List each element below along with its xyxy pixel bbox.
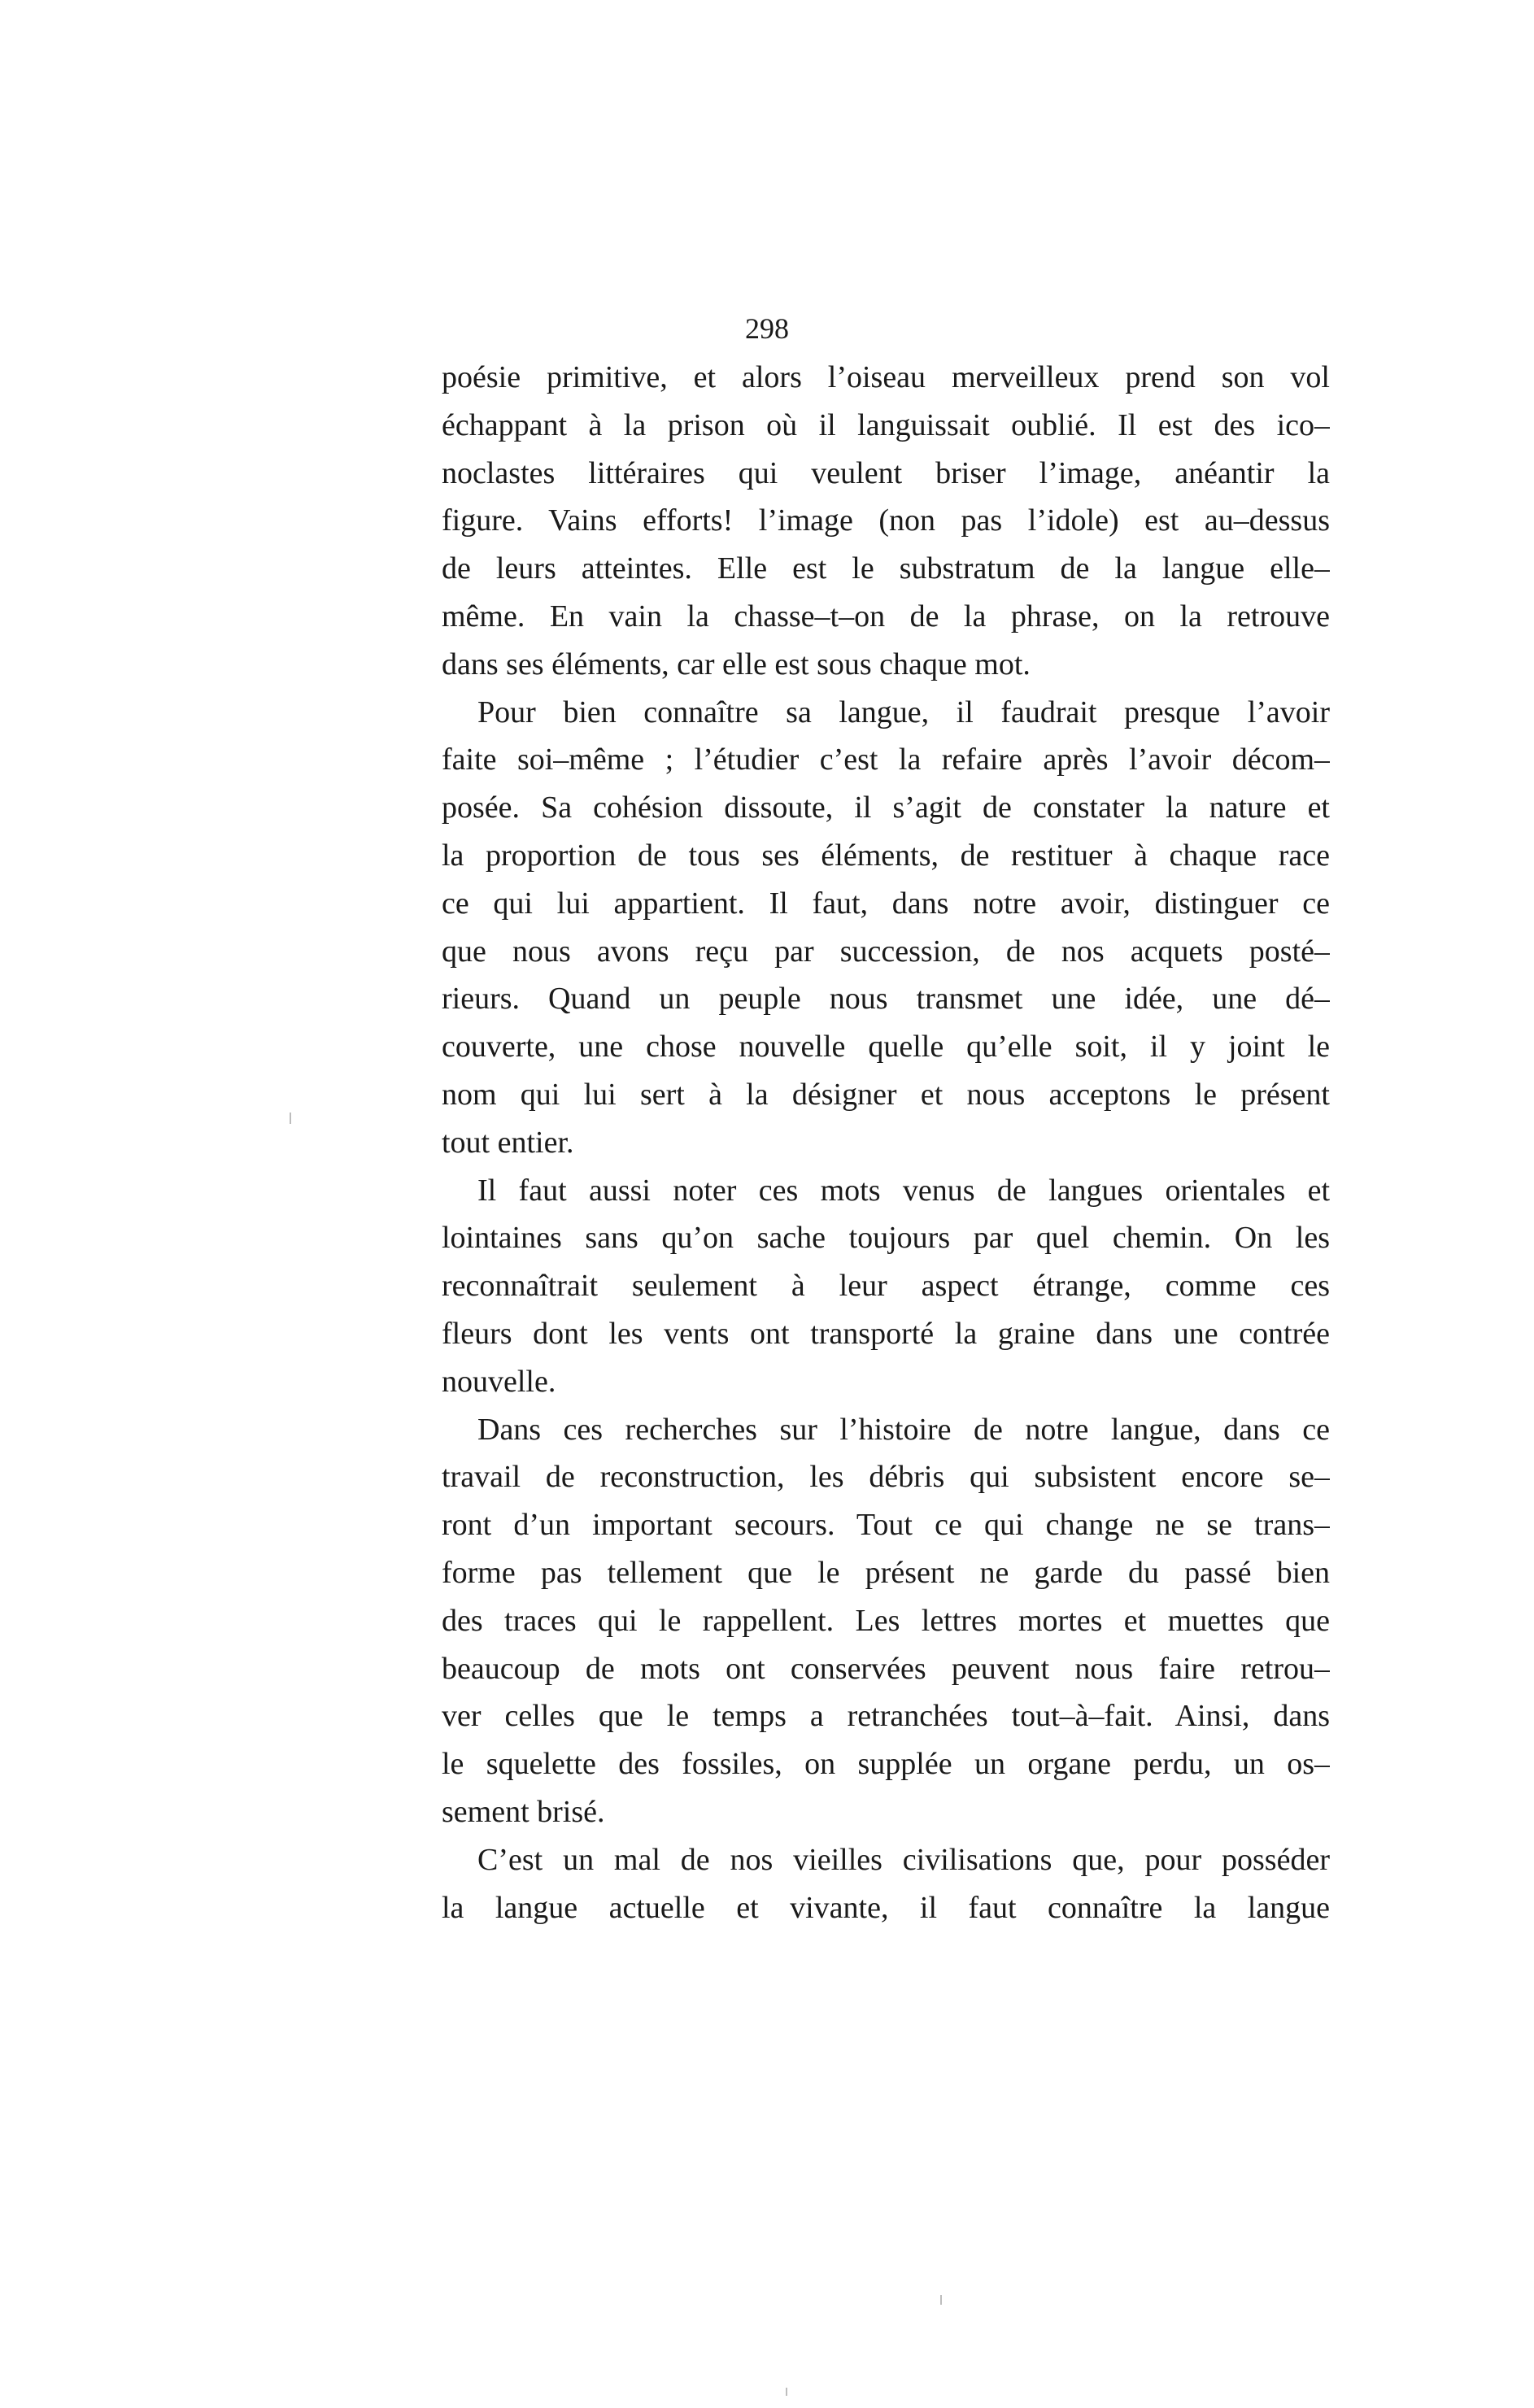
- text-line: faite soi–même ; l’étudier c’est la refaire après l’avoir décom–: [442, 742, 1330, 777]
- text-line: échappant à la prison où il languissait oublié. Il est des ico–: [442, 407, 1330, 442]
- text-line: sement brisé.: [442, 1794, 605, 1829]
- text-line: ver celles que le temps a retranchées tout–à–fait. Ainsi, dans: [442, 1699, 1330, 1734]
- text-line: ce qui lui appartient. Il faut, dans notre avoir, distinguer ce: [442, 886, 1330, 921]
- text-line: Il faut aussi noter ces mots venus de langues orientales et: [477, 1173, 1330, 1208]
- text-line: même. En vain la chasse–t–on de la phrase, on la retrouve: [442, 599, 1330, 634]
- text-line: le squelette des fossiles, on supplée un organe perdu, un os–: [442, 1747, 1330, 1782]
- text-line: figure. Vains efforts! l’image (non pas l’idole) est au–dessus: [442, 503, 1330, 538]
- text-line: C’est un mal de nos vieilles civilisations que, pour posséder: [477, 1842, 1330, 1877]
- text-line: rieurs. Quand un peuple nous transmet une idée, une dé–: [442, 982, 1330, 1017]
- text-line: dans ses éléments, car elle est sous chaque mot.: [442, 647, 1031, 681]
- text-line: couverte, une chose nouvelle quelle qu’elle soit, il y joint le: [442, 1030, 1330, 1065]
- body-text: [442, 354, 1330, 1931]
- text-line: la langue actuelle et vivante, il faut connaître la langue: [442, 1890, 1330, 1925]
- text-line: posée. Sa cohésion dissoute, il s’agit de constater la nature et: [442, 790, 1330, 825]
- text-line: forme pas tellement que le présent ne garde du passé bien: [442, 1555, 1330, 1590]
- scan-speck: [786, 2388, 787, 2396]
- scan-speck: [940, 2295, 942, 2305]
- text-line: que nous avons reçu par succession, de nos acquets posté–: [442, 934, 1330, 969]
- text-line: lointaines sans qu’on sache toujours par quel chemin. On les: [442, 1221, 1330, 1256]
- text-line: ront d’un important secours. Tout ce qui change ne se trans–: [442, 1508, 1330, 1543]
- text-line: travail de reconstruction, les débris qui subsistent encore se–: [442, 1460, 1330, 1495]
- text-line: beaucoup de mots ont conservées peuvent nous faire retrou–: [442, 1651, 1330, 1686]
- text-line: la proportion de tous ses éléments, de restituer à chaque race: [442, 838, 1330, 873]
- text-line: Dans ces recherches sur l’histoire de notre langue, dans ce: [477, 1412, 1330, 1447]
- text-line: nouvelle.: [442, 1364, 556, 1399]
- page-number: 298: [745, 312, 789, 345]
- text-line: fleurs dont les vents ont transporté la graine dans une contrée: [442, 1316, 1330, 1351]
- text-line: reconnaîtrait seulement à leur aspect étrange, comme ces: [442, 1269, 1330, 1304]
- text-line: Pour bien connaître sa langue, il faudrait presque l’avoir: [477, 695, 1330, 729]
- text-line: de leurs atteintes. Elle est le substratum de la langue elle–: [442, 551, 1330, 586]
- scan-speck: [290, 1113, 291, 1124]
- text-line: noclastes littéraires qui veulent briser l’image, anéantir la: [442, 455, 1330, 490]
- text-line: des traces qui le rappellent. Les lettres mortes et muettes que: [442, 1603, 1330, 1638]
- text-line: tout entier.: [442, 1125, 574, 1160]
- text-line: nom qui lui sert à la désigner et nous acceptons le présent: [442, 1077, 1330, 1112]
- text-line: poésie primitive, et alors l’oiseau merveilleux prend son vol: [442, 360, 1330, 394]
